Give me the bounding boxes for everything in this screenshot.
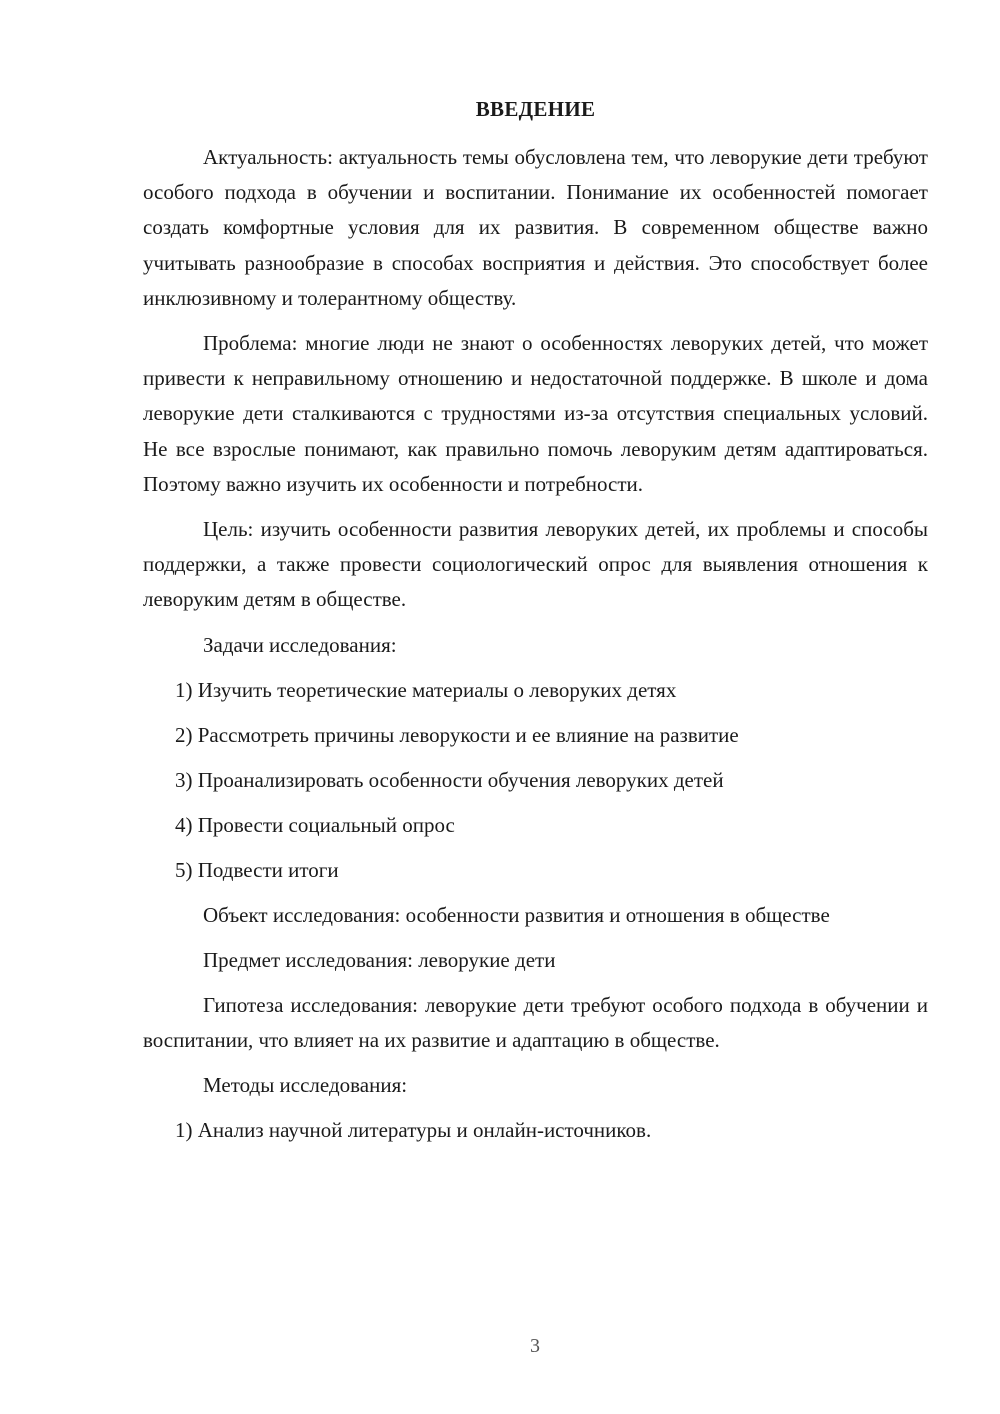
section-title: ВВЕДЕНИЕ [475, 97, 596, 121]
list-item: 1) Анализ научной литературы и онлайн-источников. [175, 1118, 652, 1143]
list-item: 2) Рассмотреть причины леворукости и ее влияние на развитие [175, 722, 739, 747]
goal-paragraph: Цель: изучить особенности развития леворуких детей, их проблемы и способы поддержки, а также провести социологический опрос для выявления отношения к леворуким детям в обществе. [143, 517, 928, 612]
list-item: 3) Проанализировать особенности обучения леворуких детей [175, 767, 724, 792]
object-paragraph: Объект исследования: особенности развития и отношения в обществе [203, 902, 830, 927]
relevance-paragraph: Актуальность: актуальность темы обусловлена тем, что леворукие дети требуют особого подхода в обучении и воспитании. Понимание их особенностей помогает создать комфортные условия для их развития. В современном обществе важно учитывать разнообразие в способах восприятия и действия. Это способствует более инклюзивному и толерантному обществу. [143, 145, 928, 310]
methods-heading: Методы исследования: [203, 1073, 408, 1098]
page-number: 3 [530, 1335, 540, 1357]
subject-paragraph: Предмет исследования: леворукие дети [203, 947, 556, 972]
list-item: 4) Провести социальный опрос [175, 812, 455, 837]
tasks-list [143, 673, 928, 898]
methods-list [143, 1113, 928, 1158]
list-item: 1) Изучить теоретические материалы о леворуких детях [175, 677, 677, 702]
problem-paragraph: Проблема: многие люди не знают о особенностях леворуких детей, что может привести к неправильному отношению и недостаточной поддержке. В школе и дома леворукие дети сталкиваются с трудностями из-за отсутствия специальных условий. Не все взрослые понимают, как правильно помочь леворуким детям адаптироваться. Поэтому важно изучить их особенности и потребности. [143, 331, 928, 496]
list-item: 5) Подвести итоги [175, 857, 339, 882]
tasks-heading: Задачи исследования: [203, 632, 397, 657]
document-page [143, 93, 928, 1158]
hypothesis-paragraph: Гипотеза исследования: леворукие дети требуют особого подхода в обучении и воспитании, что влияет на их развитие и адаптацию в обществе. [143, 992, 928, 1053]
